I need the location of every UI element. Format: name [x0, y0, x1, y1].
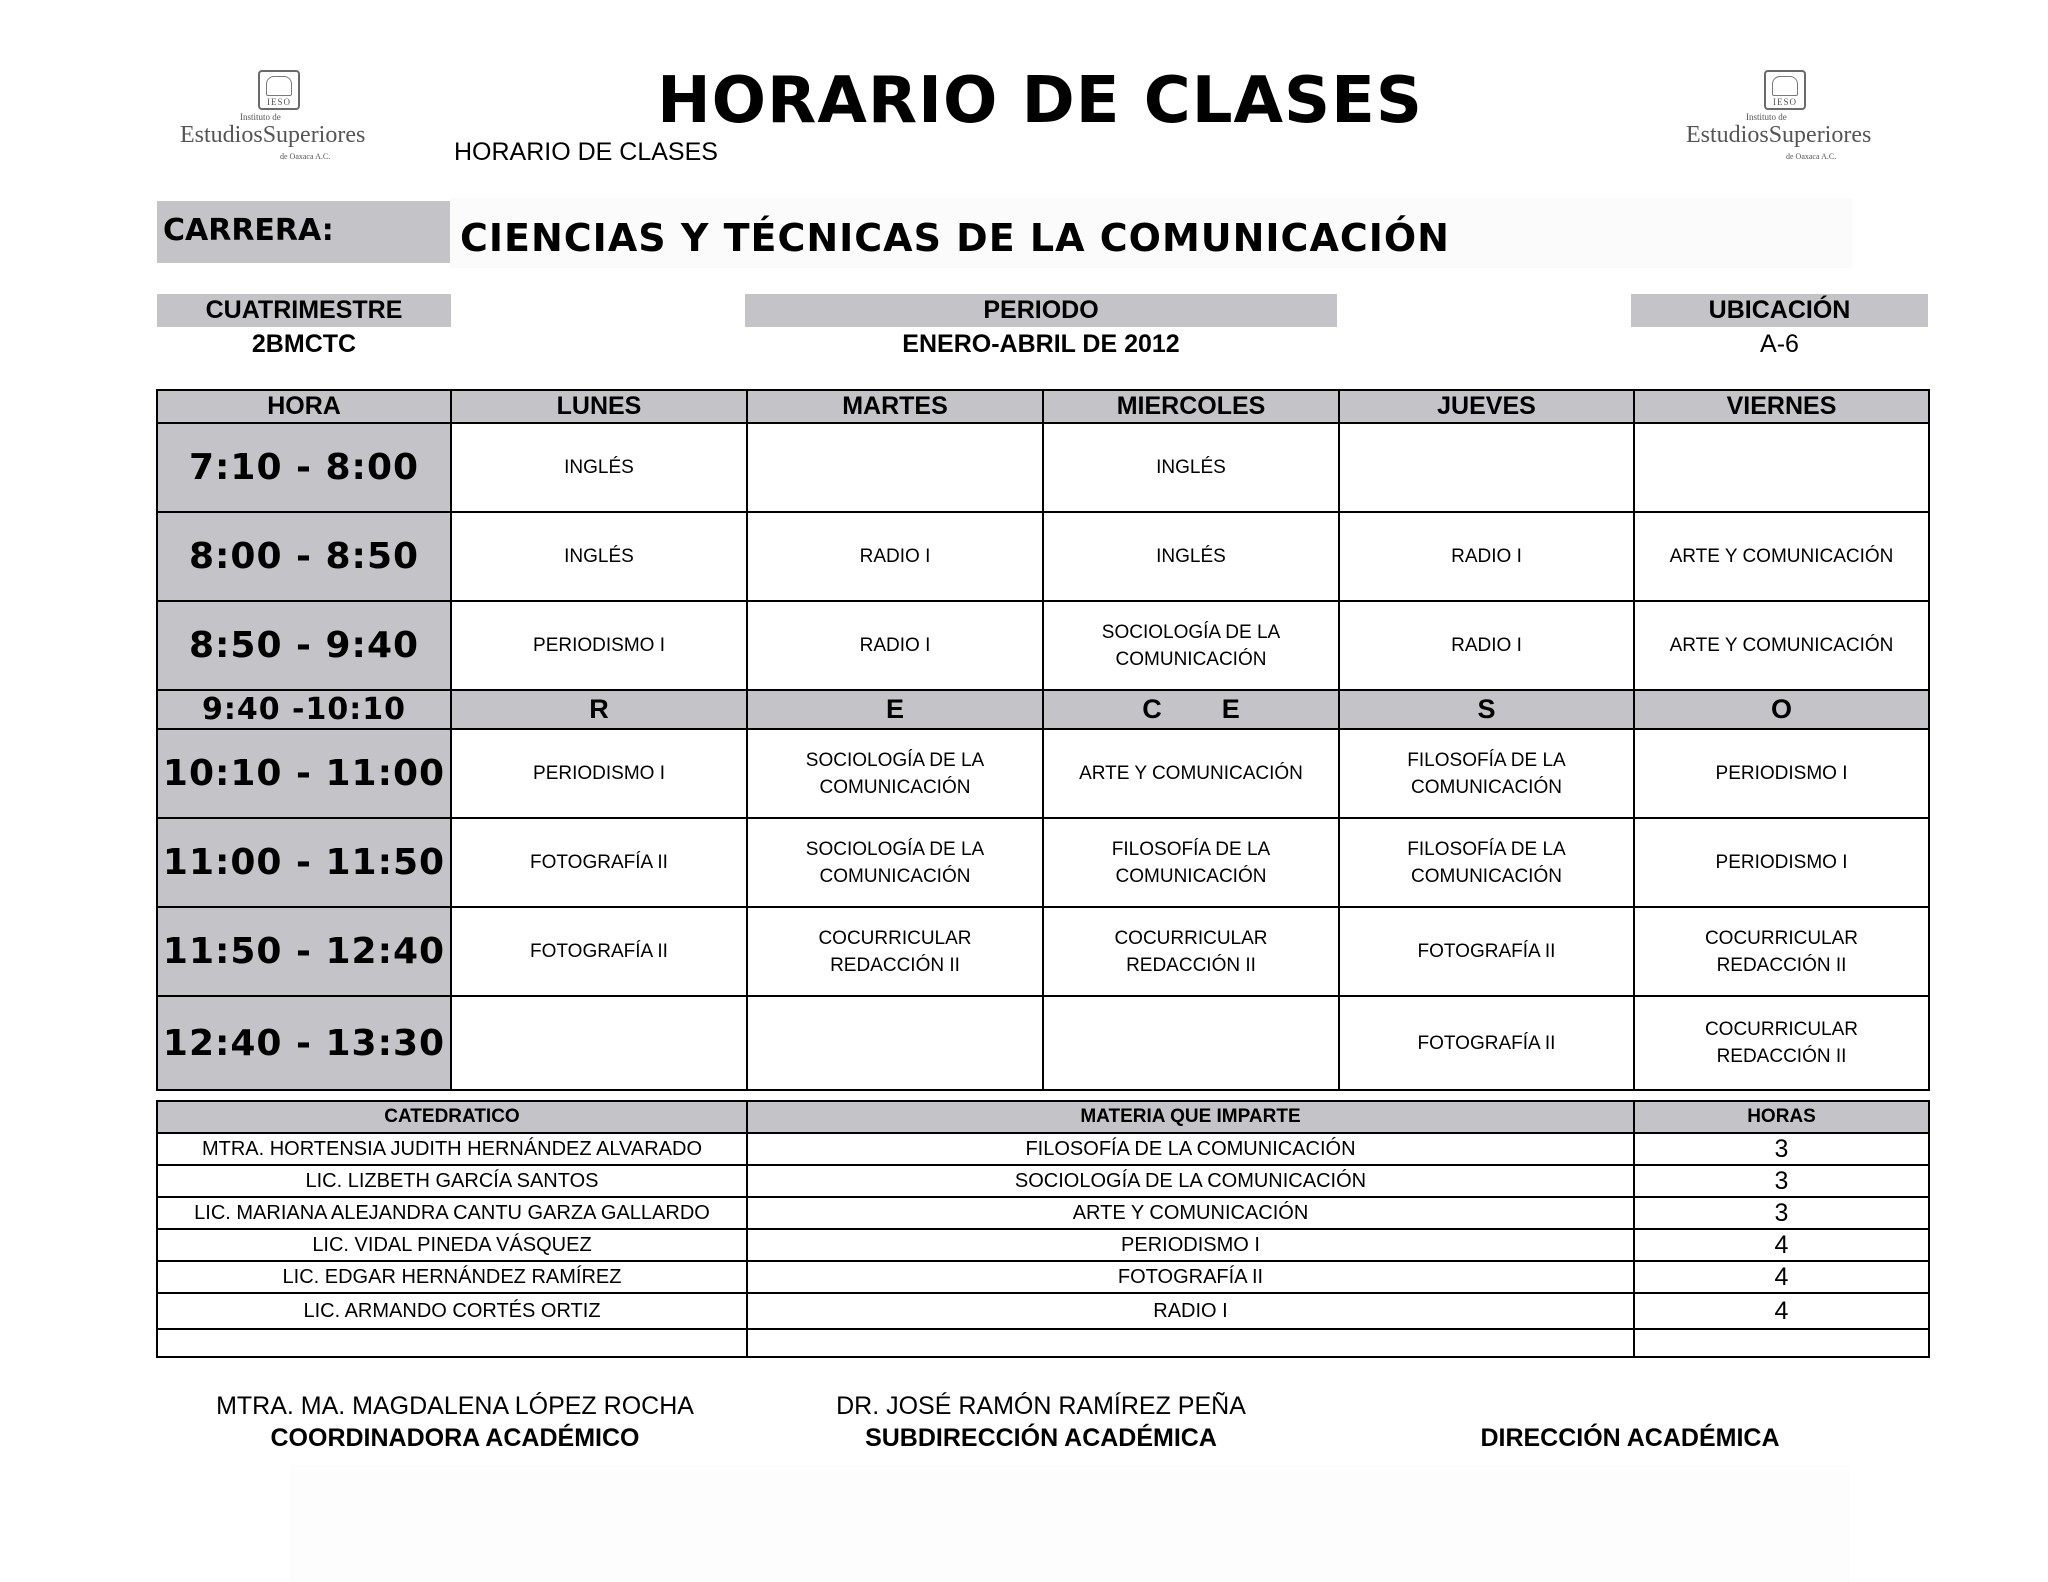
ieso-logo-left: IESO Instituto de EstudiosSuperiores de Oaxaca A.C. [180, 70, 380, 180]
recess-letter: S [1339, 690, 1634, 729]
schedule-row [157, 601, 1929, 690]
teacher-row [157, 1133, 1929, 1165]
recess-letter: O [1634, 690, 1929, 729]
teacher-subject: RADIO I [747, 1293, 1634, 1329]
coord-title: COORDINADORA ACADÉMICO [270, 1424, 640, 1452]
class-cell: RADIO I [747, 601, 1043, 690]
teacher-subject: FILOSOFÍA DE LA COMUNICACIÓN [747, 1133, 1634, 1165]
header-viernes: VIERNES [1634, 390, 1929, 423]
teacher-row [157, 1293, 1929, 1329]
class-cell: SOCIOLOGÍA DE LA COMUNICACIÓN [747, 729, 1043, 818]
teacher-hours: 3 [1634, 1197, 1929, 1229]
class-cell: INGLÉS [451, 512, 747, 601]
schedule-row [157, 907, 1929, 996]
class-cell: INGLÉS [1043, 423, 1339, 512]
schedule-row [157, 423, 1929, 512]
recess-letter: R [451, 690, 747, 729]
ubicacion-label: UBICACIÓN [1631, 294, 1928, 327]
teachers-table [156, 1100, 1930, 1358]
teacher-name: LIC. MARIANA ALEJANDRA CANTU GARZA GALLARDO [157, 1197, 747, 1229]
class-cell [1043, 996, 1339, 1090]
recess-letter: C E [1043, 690, 1339, 729]
ubicacion-value: A-6 [1760, 330, 1799, 358]
teacher-hours: 4 [1634, 1261, 1929, 1293]
class-cell: COCURRICULAR REDACCIÓN II [1043, 907, 1339, 996]
schedule-table [156, 389, 1930, 1091]
class-cell: PERIODISMO I [451, 729, 747, 818]
class-cell [747, 996, 1043, 1090]
crest-icon: IESO [1764, 70, 1806, 110]
class-cell: FILOSOFÍA DE LA COMUNICACIÓN [1339, 729, 1634, 818]
teacher-hours [1634, 1329, 1929, 1357]
teacher-name: LIC. VIDAL PINEDA VÁSQUEZ [157, 1229, 747, 1261]
teacher-row [157, 1165, 1929, 1197]
schedule-row [157, 996, 1929, 1090]
class-cell: INGLÉS [1043, 512, 1339, 601]
class-cell: PERIODISMO I [451, 601, 747, 690]
periodo-label: PERIODO [745, 294, 1337, 327]
class-cell: COCURRICULAR REDACCIÓN II [1634, 907, 1929, 996]
teacher-hours: 3 [1634, 1133, 1929, 1165]
teacher-name [157, 1329, 747, 1357]
class-cell: FOTOGRAFÍA II [1339, 996, 1634, 1090]
time-slot: 8:50 - 9:40 [157, 601, 451, 690]
time-slot: 7:10 - 8:00 [157, 423, 451, 512]
class-cell: ARTE Y COMUNICACIÓN [1043, 729, 1339, 818]
class-cell: RADIO I [1339, 601, 1634, 690]
class-cell: RADIO I [1339, 512, 1634, 601]
class-cell: COCURRICULAR REDACCIÓN II [747, 907, 1043, 996]
recess-row [157, 690, 1929, 729]
ieso-logo-right: IESO Instituto de EstudiosSuperiores de Oaxaca A.C. [1686, 70, 1886, 180]
class-cell: FILOSOFÍA DE LA COMUNICACIÓN [1043, 818, 1339, 907]
teacher-subject [747, 1329, 1634, 1357]
carrera-label: CARRERA: [157, 201, 450, 263]
header-jueves: JUEVES [1339, 390, 1634, 423]
header-miercoles: MIERCOLES [1043, 390, 1339, 423]
class-cell: PERIODISMO I [1634, 818, 1929, 907]
schedule-row [157, 512, 1929, 601]
teacher-name: LIC. LIZBETH GARCÍA SANTOS [157, 1165, 747, 1197]
header-martes: MARTES [747, 390, 1043, 423]
page-title: HORARIO DE CLASES [657, 64, 1423, 138]
teacher-subject: ARTE Y COMUNICACIÓN [747, 1197, 1634, 1229]
sub-name: DR. JOSÉ RAMÓN RAMÍREZ PEÑA [836, 1392, 1246, 1420]
teacher-row [157, 1197, 1929, 1229]
time-slot: 10:10 - 11:00 [157, 729, 451, 818]
class-cell [1634, 423, 1929, 512]
periodo-value: ENERO-ABRIL DE 2012 [902, 330, 1180, 358]
time-slot: 11:50 - 12:40 [157, 907, 451, 996]
teacher-subject: PERIODISMO I [747, 1229, 1634, 1261]
carrera-value: CIENCIAS Y TÉCNICAS DE LA COMUNICACIÓN [450, 198, 1852, 268]
recess-letter: E [747, 690, 1043, 729]
class-cell: FILOSOFÍA DE LA COMUNICACIÓN [1339, 818, 1634, 907]
header-lunes: LUNES [451, 390, 747, 423]
schedule-row [157, 729, 1929, 818]
class-cell: COCURRICULAR REDACCIÓN II [1634, 996, 1929, 1090]
page-subtitle: HORARIO DE CLASES [454, 138, 718, 166]
teacher-hours: 4 [1634, 1229, 1929, 1261]
cuatrimestre-label: CUATRIMESTRE [157, 294, 451, 327]
class-cell: RADIO I [747, 512, 1043, 601]
header-hora: HORA [157, 390, 451, 423]
teachers-header-row [157, 1101, 1929, 1133]
teacher-subject: FOTOGRAFÍA II [747, 1261, 1634, 1293]
class-cell [451, 996, 747, 1090]
teacher-hours: 4 [1634, 1293, 1929, 1329]
teacher-name: LIC. ARMANDO CORTÉS ORTIZ [157, 1293, 747, 1329]
schedule-row [157, 818, 1929, 907]
class-cell: INGLÉS [451, 423, 747, 512]
header-materia: MATERIA QUE IMPARTE [747, 1101, 1634, 1133]
coord-name: MTRA. MA. MAGDALENA LÓPEZ ROCHA [216, 1392, 694, 1420]
class-cell: SOCIOLOGÍA DE LA COMUNICACIÓN [1043, 601, 1339, 690]
class-cell: FOTOGRAFÍA II [451, 907, 747, 996]
footer-area [290, 1465, 1850, 1582]
teacher-row-empty [157, 1329, 1929, 1357]
teacher-name: MTRA. HORTENSIA JUDITH HERNÁNDEZ ALVARADO [157, 1133, 747, 1165]
teacher-row [157, 1261, 1929, 1293]
class-cell: SOCIOLOGÍA DE LA COMUNICACIÓN [747, 818, 1043, 907]
schedule-header-row [157, 390, 1929, 423]
sub-title: SUBDIRECCIÓN ACADÉMICA [865, 1424, 1217, 1452]
class-cell [1339, 423, 1634, 512]
teacher-row [157, 1229, 1929, 1261]
header-horas: HORAS [1634, 1101, 1929, 1133]
class-cell [747, 423, 1043, 512]
time-slot: 11:00 - 11:50 [157, 818, 451, 907]
teacher-subject: SOCIOLOGÍA DE LA COMUNICACIÓN [747, 1165, 1634, 1197]
header-catedratico: CATEDRATICO [157, 1101, 747, 1133]
crest-icon: IESO [258, 70, 300, 110]
class-cell: FOTOGRAFÍA II [451, 818, 747, 907]
class-cell: PERIODISMO I [1634, 729, 1929, 818]
teacher-hours: 3 [1634, 1165, 1929, 1197]
dir-title: DIRECCIÓN ACADÉMICA [1480, 1424, 1780, 1452]
class-cell: ARTE Y COMUNICACIÓN [1634, 601, 1929, 690]
time-slot: 9:40 -10:10 [157, 690, 451, 729]
class-cell: FOTOGRAFÍA II [1339, 907, 1634, 996]
cuatrimestre-value: 2BMCTC [251, 330, 357, 358]
class-cell: ARTE Y COMUNICACIÓN [1634, 512, 1929, 601]
teacher-name: LIC. EDGAR HERNÁNDEZ RAMÍREZ [157, 1261, 747, 1293]
time-slot: 8:00 - 8:50 [157, 512, 451, 601]
time-slot: 12:40 - 13:30 [157, 996, 451, 1090]
